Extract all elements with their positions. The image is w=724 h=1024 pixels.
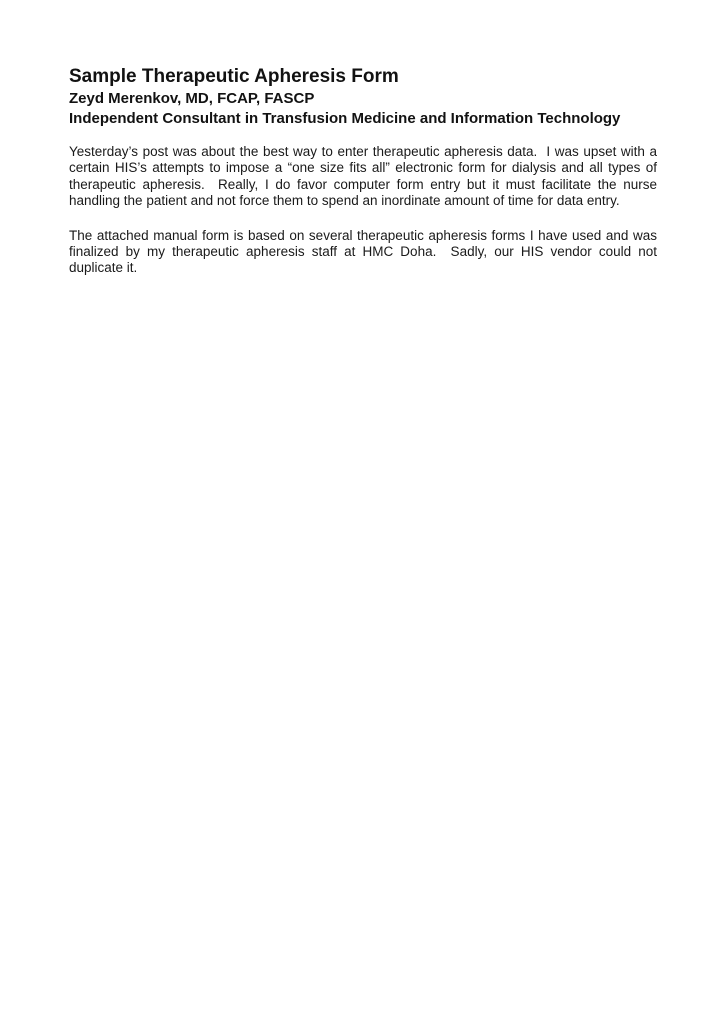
paragraph-1: Yesterday’s post was about the best way to enter therapeutic apheresis data. I was upset with a certain HIS’s attempts to impose a “one size fits all” electronic form for dialysis and all types of therapeutic apheresis. Really, I do favor computer form entry but it must facilitate the nurse handling the patient and not force them to spend an inordinate amount of time for data entry. (69, 144, 661, 209)
paragraph-2: The attached manual form is based on several therapeutic apheresis forms I have used and was finalized by my therapeutic apheresis staff at HMC Doha. Sadly, our HIS vendor could not duplicate it. (69, 227, 661, 276)
document-byline (69, 89, 657, 129)
document-author-role: Independent Consultant in Transfusion Medicine and Information Technology (69, 110, 621, 127)
document-title: Sample Therapeutic Apheresis Form (69, 66, 399, 87)
document-author: Zeyd Merenkov, MD, FCAP, FASCP (69, 90, 315, 107)
